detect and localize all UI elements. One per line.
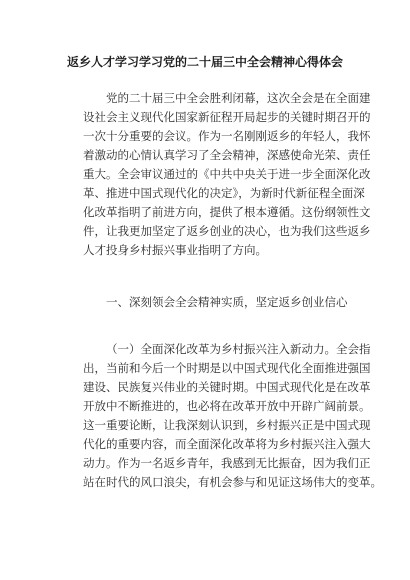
paragraph-section1 (83, 340, 382, 492)
paragraph-line: 建设、民族复兴伟业的关键时期。中国式现代化是在改革 (83, 380, 371, 394)
paragraph-line: 人才投身乡村振兴事业指明了方向。 (83, 243, 267, 257)
section-heading (83, 293, 348, 312)
paragraph-line: 设社会主义现代化国家新征程开局起步的关键时期召开的 (83, 110, 371, 124)
paragraph-line: （一）全面深化改革为乡村振兴注入新动力。全会指 (106, 342, 371, 356)
paragraph-line: 着激动的心情认真学习了全会精神，深感使命光荣、责任 (83, 148, 371, 162)
paragraph-line: 开放中不断推进的，也必将在改革开放中开辟广阔前景。 (83, 399, 371, 413)
paragraph-line: 件，让我更加坚定了返乡创业的决心，也为我们这些返乡 (83, 224, 371, 238)
paragraph-line: 党的二十届三中全会胜利闭幕，这次全会是在全面建 (106, 91, 371, 105)
document-title: 返乡人才学习学习党的二十届三中全会精神心得体会 (66, 55, 343, 69)
paragraph-line: 化改革指明了前进方向，提供了根本遵循。这份纲领性文 (83, 205, 371, 219)
paragraph-line: 一次十分重要的会议。作为一名刚刚返乡的年轻人，我怀 (83, 129, 371, 143)
section-heading-text: 一、深刻领会全会精神实质，坚定返乡创业信心 (106, 295, 348, 309)
paragraph-line: 革、推进中国式现代化的决定》，为新时代新征程全面深 (83, 186, 365, 200)
paragraph-line: 代化的重要内容，而全面深化改革将为乡村振兴注入强大 (83, 437, 371, 451)
paragraph-line: 出，当前和今后一个时期是以中国式现代化全面推进强国 (83, 361, 371, 375)
paragraph-line: 这一重要论断，让我深刻认识到，乡村振兴正是中国式现 (83, 418, 371, 432)
paragraph-line: 动力。作为一名返乡青年，我感到无比振奋，因为我们正 (83, 456, 371, 470)
paragraph-line: 重大。全会审议通过的《中共中央关于进一步全面深化改 (83, 167, 371, 181)
paragraph-line: 站在时代的风口浪尖，有机会参与和见证这场伟大的变革。 (83, 475, 382, 489)
paragraph-intro (83, 89, 371, 260)
